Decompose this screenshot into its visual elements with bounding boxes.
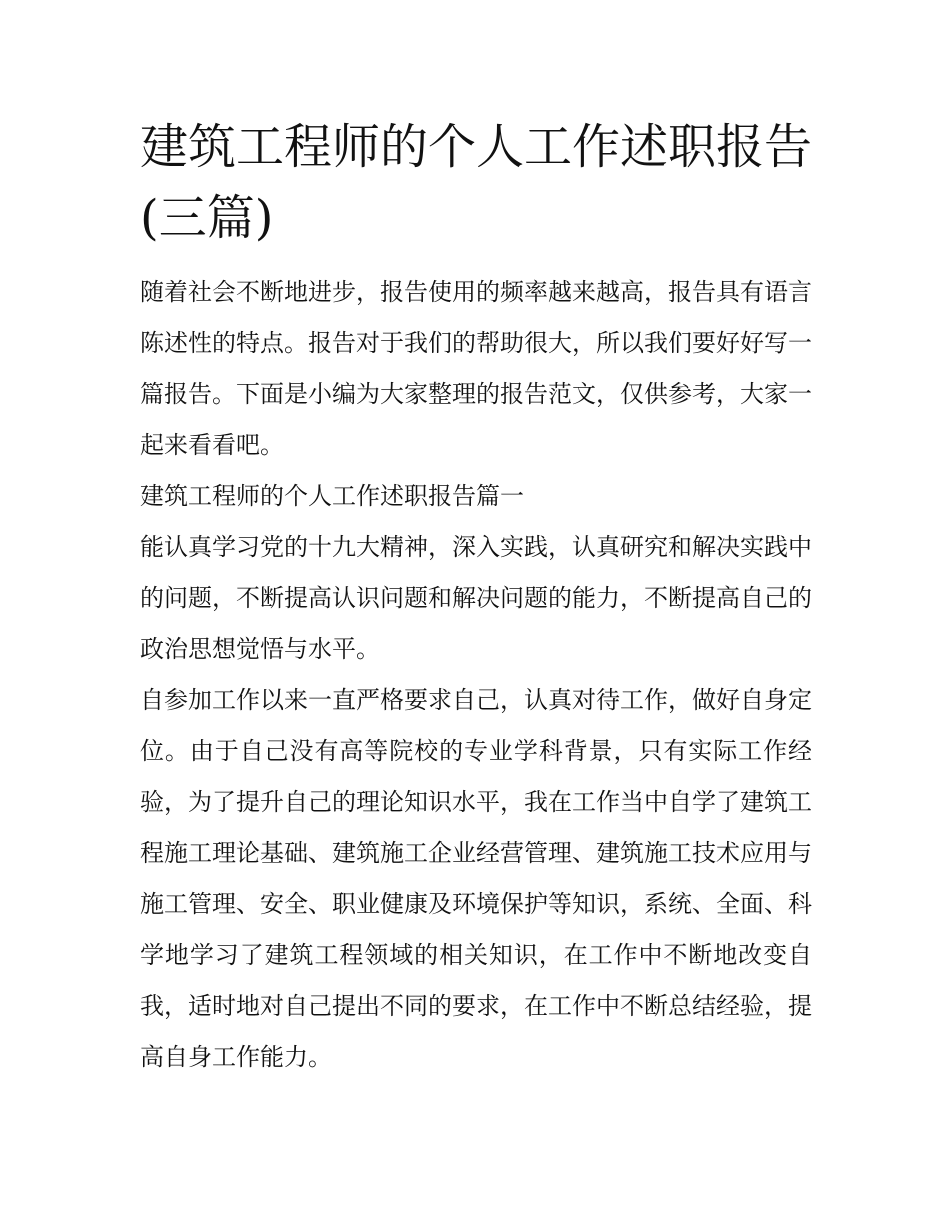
body-paragraph-2: 自参加工作以来一直严格要求自己，认真对待工作，做好自身定位。由于自己没有高等院校的专业学科背景，只有实际工作经验，为了提升自己的理论知识水平，我在工作当中自学了建筑工程施工理论基础、建筑施工企业经营管理、建筑施工技术应用与施工管理、安全、职业健康及环境保护等知识，系统、全面、科学地学习了建筑工程领域的相关知识，在工作中不断地改变自我，适时地对自己提出不同的要求，在工作中不断总结经验，提高自身工作能力。 bbox=[140, 686, 812, 1071]
body-paragraph-1: 能认真学习党的十九大精神，深入实践，认真研究和解决实践中的问题，不断提高认识问题和解决问题的能力，不断提高自己的政治思想觉悟与水平。 bbox=[140, 533, 812, 663]
document-title: 建筑工程师的个人工作述职报告(三篇) bbox=[140, 119, 813, 246]
document-body bbox=[140, 112, 812, 1083]
intro-paragraph: 随着社会不断地进步，报告使用的频率越来越高，报告具有语言陈述性的特点。报告对于我们的帮助很大，所以我们要好好写一篇报告。下面是小编为大家整理的报告范文，仅供参考，大家一起来看看吧。 bbox=[140, 278, 812, 459]
section-heading: 建筑工程师的个人工作述职报告篇一 bbox=[140, 482, 524, 510]
